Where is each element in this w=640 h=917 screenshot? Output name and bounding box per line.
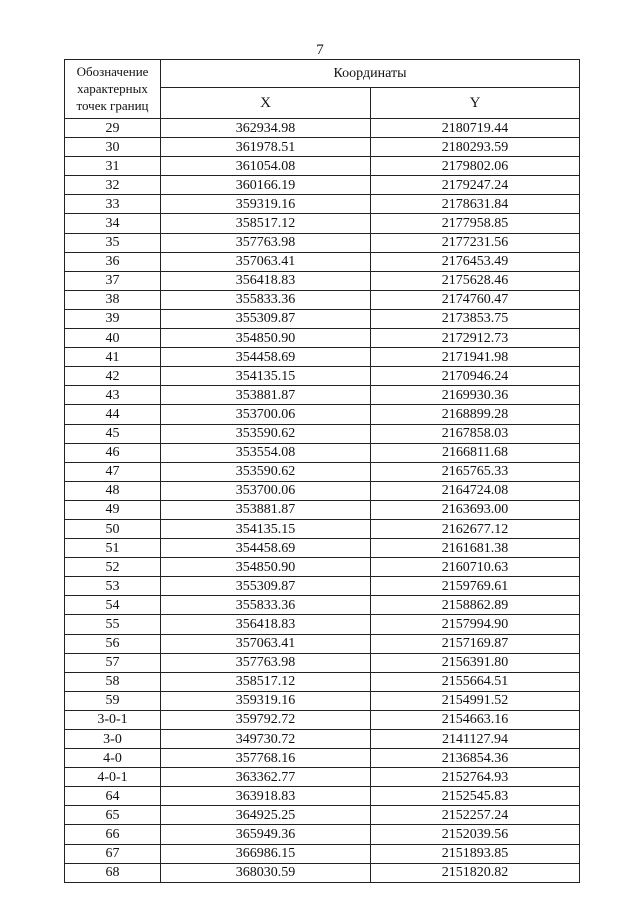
y-coordinate-cell: 2157169.87	[371, 634, 580, 653]
y-column-header: Y	[371, 88, 580, 119]
x-coordinate-cell: 366986.15	[161, 844, 371, 863]
table-row	[65, 348, 580, 367]
x-coordinate-cell: 363362.77	[161, 768, 371, 787]
y-coordinate-cell: 2156391.80	[371, 653, 580, 672]
y-coordinate-cell: 2166811.68	[371, 443, 580, 462]
point-cell: 38	[65, 290, 161, 309]
x-coordinate-cell: 354850.90	[161, 329, 371, 348]
y-coordinate-cell: 2180293.59	[371, 138, 580, 157]
y-coordinate-cell: 2152764.93	[371, 768, 580, 787]
point-cell: 55	[65, 615, 161, 634]
x-coordinate-cell: 361054.08	[161, 157, 371, 176]
x-coordinate-cell: 353881.87	[161, 386, 371, 405]
table-row	[65, 309, 580, 328]
y-coordinate-cell: 2136854.36	[371, 749, 580, 768]
table-header	[65, 60, 580, 119]
point-cell: 48	[65, 481, 161, 500]
x-coordinate-cell: 353590.62	[161, 424, 371, 443]
x-coordinate-cell: 354135.15	[161, 367, 371, 386]
y-coordinate-cell: 2158862.89	[371, 596, 580, 615]
y-coordinate-cell: 2159769.61	[371, 577, 580, 596]
x-coordinate-cell: 363918.83	[161, 787, 371, 806]
table-row	[65, 863, 580, 882]
x-coordinate-cell: 364925.25	[161, 806, 371, 825]
x-coordinate-cell: 354850.90	[161, 558, 371, 577]
point-cell: 58	[65, 672, 161, 691]
point-cell: 39	[65, 309, 161, 328]
x-coordinate-cell: 349730.72	[161, 730, 371, 749]
x-coordinate-cell: 357063.41	[161, 634, 371, 653]
x-coordinate-cell: 357763.98	[161, 653, 371, 672]
y-coordinate-cell: 2151820.82	[371, 863, 580, 882]
x-coordinate-cell: 355833.36	[161, 596, 371, 615]
table-row	[65, 405, 580, 424]
x-coordinate-cell: 354458.69	[161, 348, 371, 367]
point-cell: 56	[65, 634, 161, 653]
point-cell: 52	[65, 558, 161, 577]
table-row	[65, 615, 580, 634]
x-coordinate-cell: 361978.51	[161, 138, 371, 157]
y-coordinate-cell: 2152039.56	[371, 825, 580, 844]
x-coordinate-cell: 365949.36	[161, 825, 371, 844]
table-row	[65, 271, 580, 290]
point-cell: 3-0	[65, 730, 161, 749]
point-cell: 54	[65, 596, 161, 615]
point-cell: 34	[65, 214, 161, 233]
y-coordinate-cell: 2167858.03	[371, 424, 580, 443]
table-row	[65, 539, 580, 558]
coordinates-group-header: Координаты	[161, 60, 580, 88]
table-row	[65, 462, 580, 481]
table-row	[65, 730, 580, 749]
x-coordinate-cell: 354135.15	[161, 519, 371, 538]
table-row	[65, 386, 580, 405]
x-coordinate-cell: 359792.72	[161, 710, 371, 729]
y-coordinate-cell: 2161681.38	[371, 539, 580, 558]
table-body	[65, 119, 580, 883]
x-coordinate-cell: 353881.87	[161, 500, 371, 519]
y-coordinate-cell: 2169930.36	[371, 386, 580, 405]
table-row	[65, 195, 580, 214]
table-row	[65, 481, 580, 500]
x-coordinate-cell: 357763.98	[161, 233, 371, 252]
y-coordinate-cell: 2179247.24	[371, 176, 580, 195]
table-row	[65, 558, 580, 577]
y-coordinate-cell: 2178631.84	[371, 195, 580, 214]
table-row	[65, 653, 580, 672]
table-row	[65, 806, 580, 825]
y-coordinate-cell: 2175628.46	[371, 271, 580, 290]
table-row	[65, 844, 580, 863]
y-coordinate-cell: 2157994.90	[371, 615, 580, 634]
y-coordinate-cell: 2152257.24	[371, 806, 580, 825]
x-coordinate-cell: 353590.62	[161, 462, 371, 481]
y-coordinate-cell: 2165765.33	[371, 462, 580, 481]
y-coordinate-cell: 2162677.12	[371, 519, 580, 538]
x-coordinate-cell: 356418.83	[161, 615, 371, 634]
table-row	[65, 443, 580, 462]
table-row	[65, 119, 580, 138]
table-row	[65, 138, 580, 157]
table-row	[65, 252, 580, 271]
point-cell: 43	[65, 386, 161, 405]
page-number: 7	[316, 42, 324, 58]
y-coordinate-cell: 2141127.94	[371, 730, 580, 749]
table-row	[65, 749, 580, 768]
table-row	[65, 157, 580, 176]
y-coordinate-cell: 2160710.63	[371, 558, 580, 577]
point-cell: 35	[65, 233, 161, 252]
point-cell: 46	[65, 443, 161, 462]
point-cell: 4-0-1	[65, 768, 161, 787]
x-column-header: X	[161, 88, 371, 119]
table-row	[65, 825, 580, 844]
point-label-header: Обозначение характерных точек границ	[65, 60, 161, 119]
table-row	[65, 672, 580, 691]
point-cell: 44	[65, 405, 161, 424]
y-coordinate-cell: 2179802.06	[371, 157, 580, 176]
point-cell: 33	[65, 195, 161, 214]
table-row	[65, 176, 580, 195]
x-coordinate-cell: 362934.98	[161, 119, 371, 138]
x-coordinate-cell: 355309.87	[161, 577, 371, 596]
x-coordinate-cell: 357063.41	[161, 252, 371, 271]
y-coordinate-cell: 2172912.73	[371, 329, 580, 348]
coordinates-table	[64, 59, 580, 883]
x-coordinate-cell: 359319.16	[161, 195, 371, 214]
point-cell: 40	[65, 329, 161, 348]
table-row	[65, 214, 580, 233]
x-coordinate-cell: 368030.59	[161, 863, 371, 882]
y-coordinate-cell: 2168899.28	[371, 405, 580, 424]
table-row	[65, 329, 580, 348]
point-cell: 30	[65, 138, 161, 157]
y-coordinate-cell: 2173853.75	[371, 309, 580, 328]
y-coordinate-cell: 2177231.56	[371, 233, 580, 252]
x-coordinate-cell: 353554.08	[161, 443, 371, 462]
point-cell: 57	[65, 653, 161, 672]
table-row	[65, 233, 580, 252]
point-cell: 50	[65, 519, 161, 538]
x-coordinate-cell: 358517.12	[161, 672, 371, 691]
y-coordinate-cell: 2180719.44	[371, 119, 580, 138]
y-coordinate-cell: 2155664.51	[371, 672, 580, 691]
point-cell: 68	[65, 863, 161, 882]
point-cell: 67	[65, 844, 161, 863]
point-cell: 64	[65, 787, 161, 806]
point-cell: 41	[65, 348, 161, 367]
y-coordinate-cell: 2154991.52	[371, 691, 580, 710]
point-cell: 42	[65, 367, 161, 386]
point-cell: 3-0-1	[65, 710, 161, 729]
point-cell: 45	[65, 424, 161, 443]
table-row	[65, 691, 580, 710]
y-coordinate-cell: 2164724.08	[371, 481, 580, 500]
x-coordinate-cell: 353700.06	[161, 405, 371, 424]
y-coordinate-cell: 2163693.00	[371, 500, 580, 519]
x-coordinate-cell: 359319.16	[161, 691, 371, 710]
table-row	[65, 577, 580, 596]
x-coordinate-cell: 358517.12	[161, 214, 371, 233]
y-coordinate-cell: 2170946.24	[371, 367, 580, 386]
table-row	[65, 710, 580, 729]
point-cell: 32	[65, 176, 161, 195]
point-cell: 4-0	[65, 749, 161, 768]
point-cell: 66	[65, 825, 161, 844]
x-coordinate-cell: 355833.36	[161, 290, 371, 309]
point-cell: 51	[65, 539, 161, 558]
point-cell: 31	[65, 157, 161, 176]
y-coordinate-cell: 2177958.85	[371, 214, 580, 233]
point-cell: 53	[65, 577, 161, 596]
point-cell: 49	[65, 500, 161, 519]
table-row	[65, 424, 580, 443]
point-cell: 47	[65, 462, 161, 481]
table-row	[65, 290, 580, 309]
table-row	[65, 500, 580, 519]
y-coordinate-cell: 2176453.49	[371, 252, 580, 271]
table-row	[65, 596, 580, 615]
point-cell: 29	[65, 119, 161, 138]
y-coordinate-cell: 2174760.47	[371, 290, 580, 309]
point-cell: 36	[65, 252, 161, 271]
x-coordinate-cell: 360166.19	[161, 176, 371, 195]
x-coordinate-cell: 356418.83	[161, 271, 371, 290]
table-row	[65, 519, 580, 538]
x-coordinate-cell: 354458.69	[161, 539, 371, 558]
table-row	[65, 634, 580, 653]
point-cell: 37	[65, 271, 161, 290]
table-row	[65, 367, 580, 386]
x-coordinate-cell: 353700.06	[161, 481, 371, 500]
point-cell: 65	[65, 806, 161, 825]
point-cell: 59	[65, 691, 161, 710]
table-row	[65, 768, 580, 787]
y-coordinate-cell: 2152545.83	[371, 787, 580, 806]
y-coordinate-cell: 2154663.16	[371, 710, 580, 729]
y-coordinate-cell: 2171941.98	[371, 348, 580, 367]
y-coordinate-cell: 2151893.85	[371, 844, 580, 863]
table-row	[65, 787, 580, 806]
x-coordinate-cell: 355309.87	[161, 309, 371, 328]
x-coordinate-cell: 357768.16	[161, 749, 371, 768]
